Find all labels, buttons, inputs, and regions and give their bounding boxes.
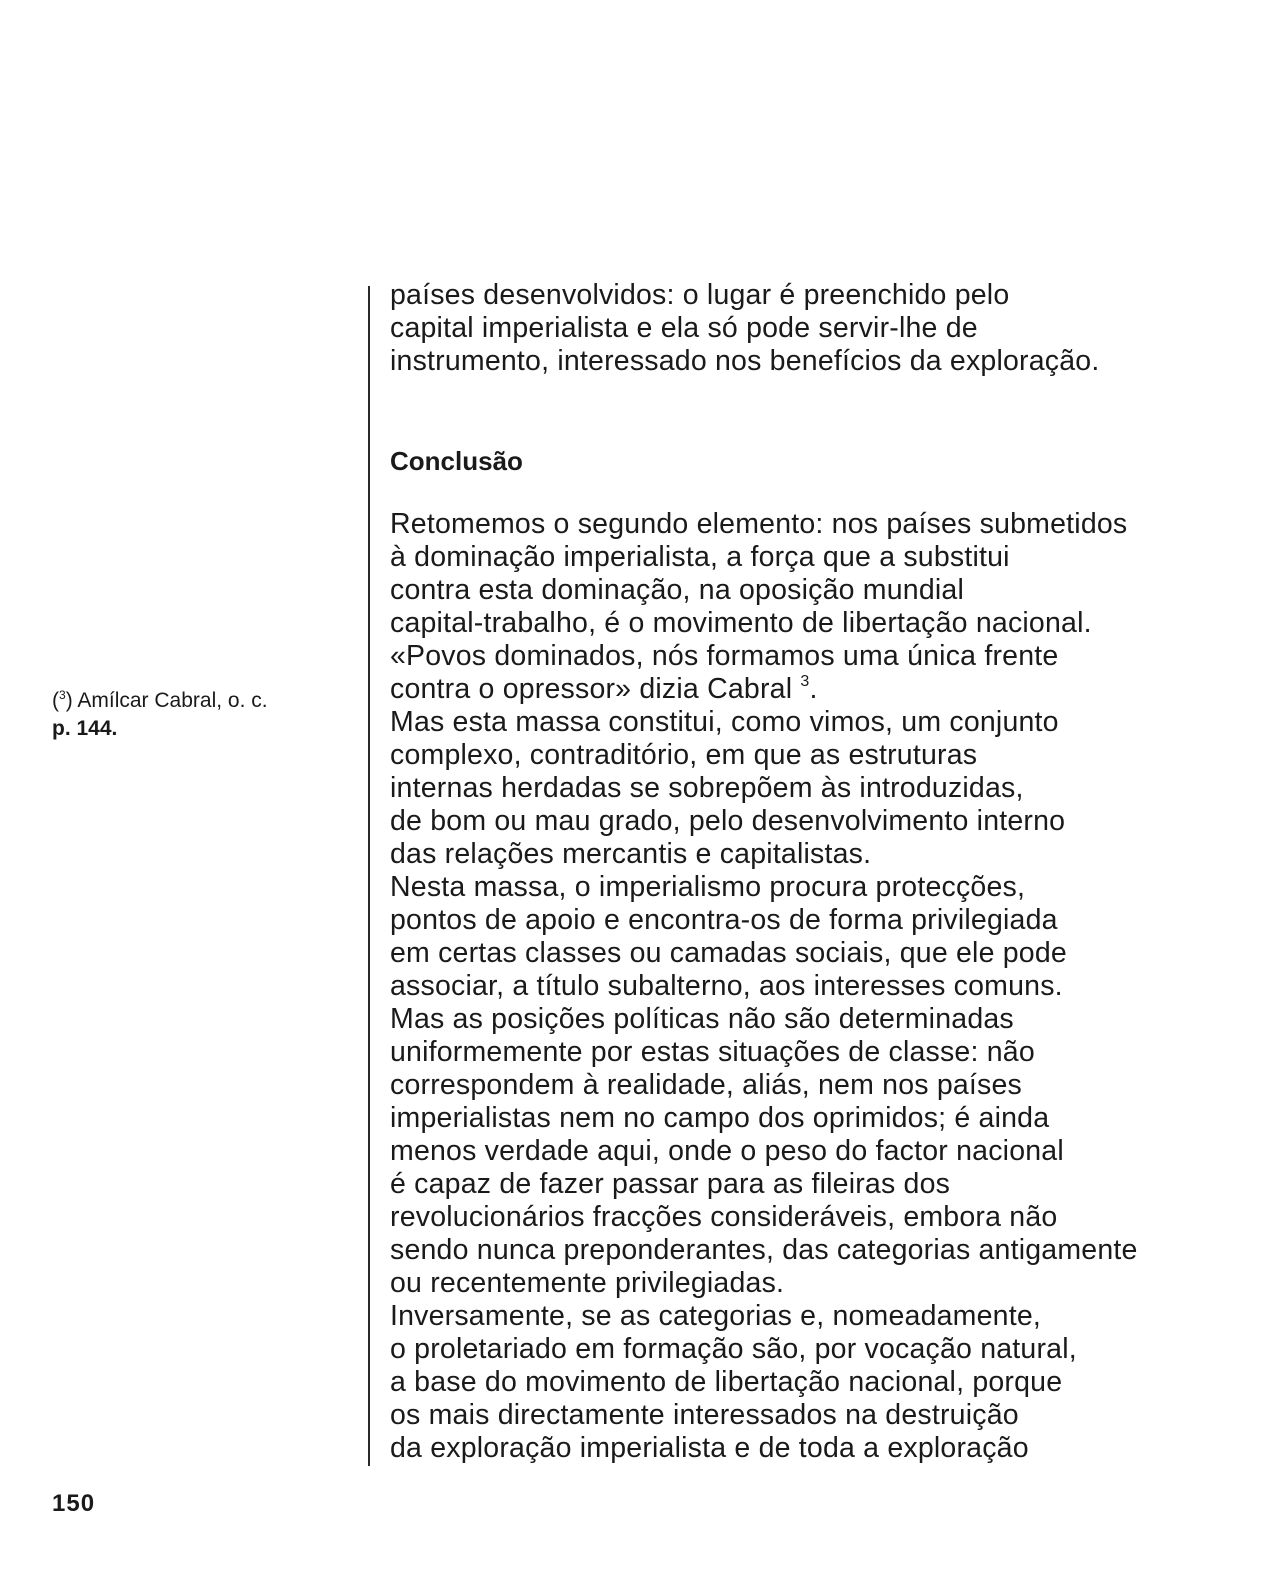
text-line: «Povos dominados, nós formamos uma única frente bbox=[390, 640, 1059, 672]
text-line: pontos de apoio e encontra-os de forma privilegiada bbox=[390, 904, 1058, 936]
text-line: Nesta massa, o imperialismo procura protecções, bbox=[390, 871, 1026, 903]
text-line: os mais directamente interessados na destruição bbox=[390, 1399, 1019, 1431]
text-line: à dominação imperialista, a força que a substitui bbox=[390, 541, 1010, 573]
text-line-content: contra o opressor» dizia Cabral bbox=[390, 673, 793, 705]
text-line: Retomemos o segundo elemento: nos países submetidos bbox=[390, 508, 1128, 540]
text-line: menos verdade aqui, onde o peso do factor nacional bbox=[390, 1135, 1064, 1167]
text-line: países desenvolvidos: o lugar é preenchido pelo bbox=[390, 279, 1010, 311]
text-line: da exploração imperialista e de toda a exploração bbox=[390, 1432, 1029, 1464]
text-line: em certas classes ou camadas sociais, que ele pode bbox=[390, 937, 1067, 969]
margin-footnote bbox=[52, 681, 352, 743]
footnote-marker-close: ) bbox=[65, 689, 73, 712]
page-number: 150 bbox=[52, 1490, 96, 1517]
text-line: Mas as posições políticas não são determinadas bbox=[390, 1003, 1014, 1035]
text-line: capital imperialista e ela só pode servir-lhe de bbox=[390, 312, 978, 344]
text-line: capital-trabalho, é o movimento de libertação nacional. bbox=[390, 607, 1092, 639]
text-line: revolucionários fracções consideráveis, embora não bbox=[390, 1201, 1058, 1233]
text-line: a base do movimento de libertação nacional, porque bbox=[390, 1366, 1063, 1398]
text-line: Inversamente, se as categorias e, nomeadamente, bbox=[390, 1300, 1042, 1332]
footnote-page: p. 144. bbox=[52, 717, 118, 740]
text-line: complexo, contraditório, em que as estruturas bbox=[390, 739, 978, 771]
text-line: imperialistas nem no campo dos oprimidos; é ainda bbox=[390, 1102, 1050, 1134]
text-line: ou recentemente privilegiadas. bbox=[390, 1267, 785, 1299]
text-line: de bom ou mau grado, pelo desenvolvimento interno bbox=[390, 805, 1066, 837]
footnote-line-1 bbox=[52, 681, 352, 715]
text-line: sendo nunca preponderantes, das categorias antigamente bbox=[390, 1234, 1138, 1266]
text-line: o proletariado em formação são, por vocação natural, bbox=[390, 1333, 1077, 1365]
text-line: das relações mercantis e capitalistas. bbox=[390, 838, 872, 870]
text-line: instrumento, interessado nos benefícios da exploração. bbox=[390, 345, 1100, 377]
footnote-reference: 3 bbox=[800, 673, 810, 690]
footnote-marker-open: ( bbox=[52, 689, 59, 712]
text-line: internas herdadas se sobrepõem às introduzidas, bbox=[390, 772, 1024, 804]
text-line: associar, a título subalterno, aos interesses comuns. bbox=[390, 970, 1063, 1002]
text-line-with-footnote: contra o opressor» dizia Cabral $^3$. bbox=[390, 673, 818, 705]
section-heading: Conclusão bbox=[390, 446, 523, 476]
footnote-marker-number: 3 bbox=[59, 688, 66, 702]
text-line: uniformemente por estas situações de classe: não bbox=[390, 1036, 1035, 1068]
text-line: correspondem à realidade, aliás, nem nos países bbox=[390, 1069, 1023, 1101]
text-line: é capaz de fazer passar para as fileiras dos bbox=[390, 1168, 951, 1200]
text-line: contra esta dominação, na oposição mundial bbox=[390, 574, 965, 606]
footnote-citation: Amílcar Cabral, o. c. bbox=[77, 689, 268, 712]
margin-rule bbox=[368, 286, 370, 1466]
text-line: Mas esta massa constitui, como vimos, um conjunto bbox=[390, 706, 1059, 738]
